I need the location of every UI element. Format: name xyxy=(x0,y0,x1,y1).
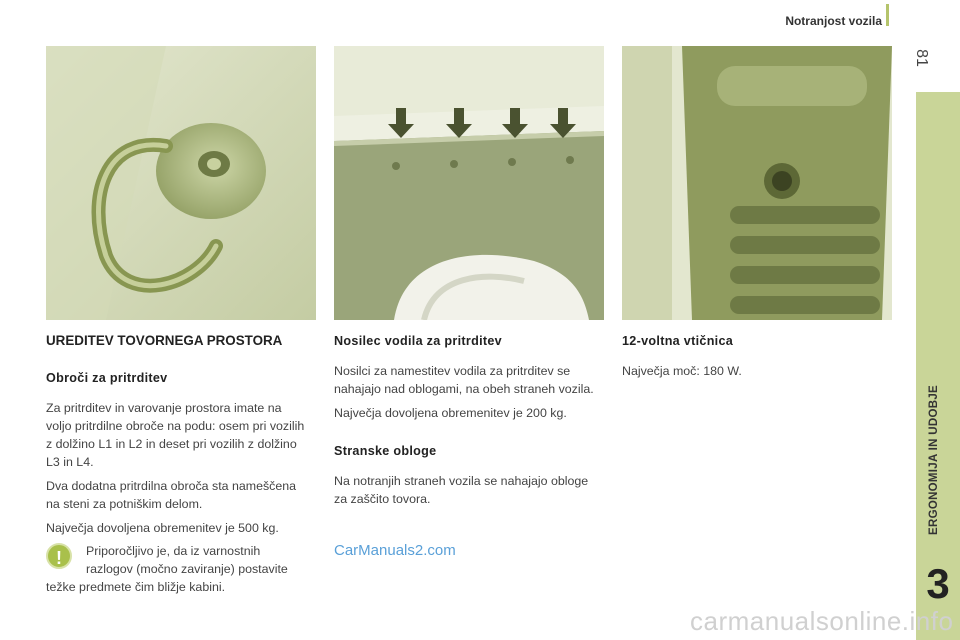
footer-watermark: carmanualsonline.info xyxy=(690,606,954,636)
subtitle-tie-down-rings: Obroči za pritrditev xyxy=(46,371,168,385)
chapter-title-text: ERGONOMIJA IN UDOBJE xyxy=(928,385,940,535)
header-accent-bar xyxy=(886,4,889,26)
warning-note-text: Priporočljivo je, da iz varnostnih razlogov (močno zaviranje) postavite težke predmete čim bližje kabini. xyxy=(46,544,288,594)
page-number xyxy=(907,44,935,74)
subtitle-side-panels: Stranske obloge xyxy=(334,444,437,458)
column-cargo-area xyxy=(46,330,310,537)
chapter-number: 3 xyxy=(926,560,950,607)
page-number-text: 81 xyxy=(913,49,930,67)
warning-exclamation-icon: ! xyxy=(46,543,72,569)
paragraph: Za pritrditev in varovanje prostora imate na voljo pritrdilne obroče na podu: osem pri vozilih z dolžino L1 in L2 in deset pri vozilih z dolžino L3 in L4. xyxy=(46,401,305,469)
watermark-link[interactable]: CarManuals2.com xyxy=(334,542,456,559)
paragraph: Največja dovoljena obremenitev je 200 kg. xyxy=(334,406,567,420)
tie-down-ring-illustration xyxy=(46,46,316,320)
paragraph: Dva dodatna pritrdilna obroča sta nameščena na steni za potniškim delom. xyxy=(46,479,297,511)
column-rail-support xyxy=(334,330,602,508)
12v-socket-illustration xyxy=(622,46,892,320)
chapter-title xyxy=(914,360,954,560)
paragraph: Nosilci za namestitev vodila za pritrditev se nahajajo nad oblogami, na obeh straneh vozila. xyxy=(334,364,594,396)
paragraph: Največja dovoljena obremenitev je 500 kg. xyxy=(46,521,279,535)
column-12v-socket xyxy=(622,330,890,380)
rail-support-illustration xyxy=(334,46,604,320)
paragraph: Največja moč: 180 W. xyxy=(622,364,742,378)
subtitle-12v-socket: 12-voltna vtičnica xyxy=(622,334,734,348)
page-header-title: Notranjost vozila xyxy=(785,14,882,28)
warning-note xyxy=(46,542,310,596)
paragraph: Na notranjih straneh vozila se nahajajo obloge za zaščito tovora. xyxy=(334,474,589,506)
subtitle-rail-support: Nosilec vodila za pritrditev xyxy=(334,334,502,348)
section-title: UREDITEV TOVORNEGA PROSTORA xyxy=(46,333,283,348)
